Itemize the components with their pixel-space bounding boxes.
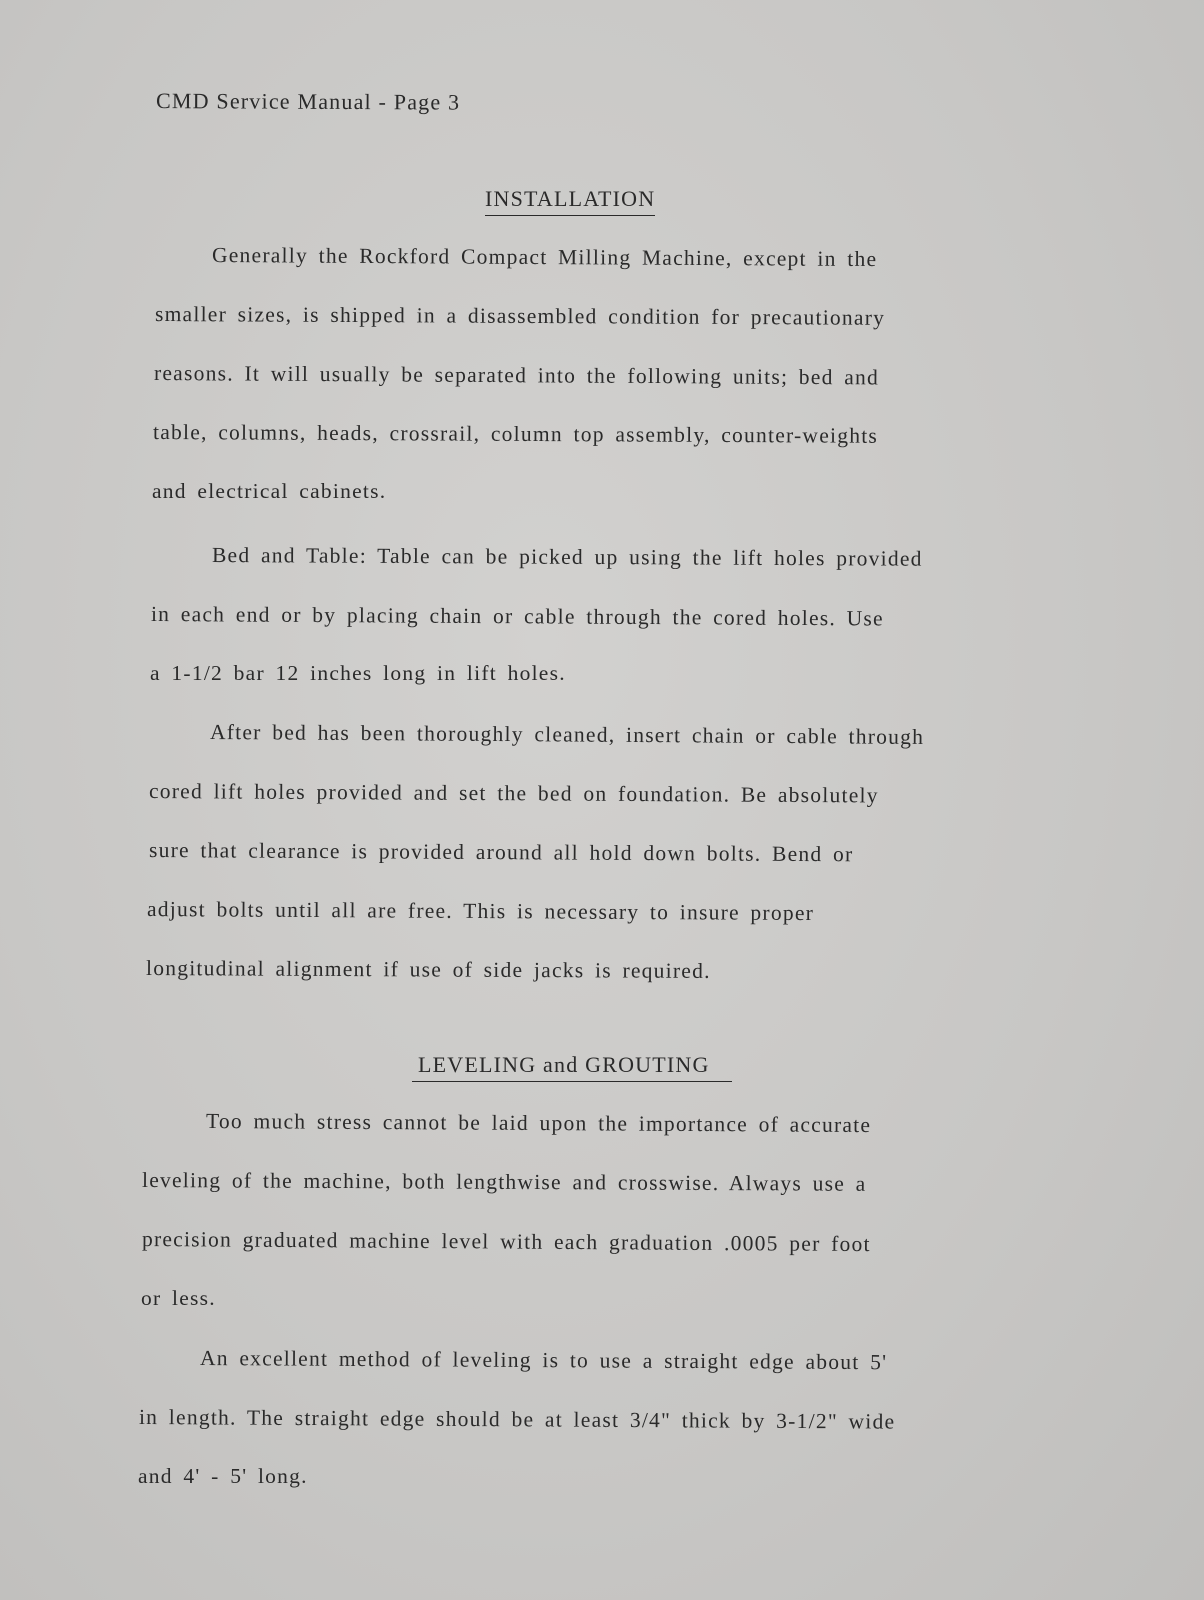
text-line: and electrical cabinets.	[152, 479, 387, 503]
text-line: leveling of the machine, both lengthwise and crosswise. Always use a	[141, 1168, 867, 1196]
page-header: CMD Service Manual - Page 3	[155, 88, 461, 115]
text-line: or less.	[141, 1286, 216, 1310]
section-heading-leveling	[412, 1052, 732, 1082]
text-line: cored lift holes provided and set the bed on foundation. Be absolutely	[148, 779, 879, 808]
text-line: table, columns, heads, crossrail, column top assembly, counter-weights	[152, 420, 879, 448]
section-heading-installation	[485, 186, 655, 216]
heading-text: LEVELING and GROUTING	[412, 1052, 732, 1082]
text-line: precision graduated machine level with each graduation .0005 per foot	[141, 1227, 871, 1257]
text-line: adjust bolts until all are free. This is necessary to insure proper	[146, 897, 815, 926]
text-line: in each end or by placing chain or cable through the cored holes. Use	[150, 602, 884, 631]
text-line: An excellent method of leveling is to use a straight edge about 5'	[199, 1346, 888, 1375]
text-line: After bed has been thoroughly cleaned, insert chain or cable through	[209, 720, 925, 749]
text-line: Generally the Rockford Compact Milling Machine, except in the	[211, 243, 878, 272]
text-line: Too much stress cannot be laid upon the importance of accurate	[205, 1109, 872, 1138]
text-line: Bed and Table: Table can be picked up using the lift holes provided	[211, 543, 923, 571]
text-line: sure that clearance is provided around all hold down bolts. Bend or	[148, 838, 854, 867]
text-line: reasons. It will usually be separated into the following units; bed and	[153, 361, 880, 390]
text-line: and 4' - 5' long.	[138, 1464, 308, 1488]
heading-text: INSTALLATION	[485, 186, 655, 216]
text-line: smaller sizes, is shipped in a disassembled condition for precautionary	[154, 302, 886, 330]
text-line: longitudinal alignment if use of side jacks is required.	[145, 956, 711, 983]
text-line: a 1-1/2 bar 12 inches long in lift holes.	[150, 661, 566, 685]
text-line: in length. The straight edge should be at least 3/4" thick by 3-1/2" wide	[138, 1405, 896, 1434]
